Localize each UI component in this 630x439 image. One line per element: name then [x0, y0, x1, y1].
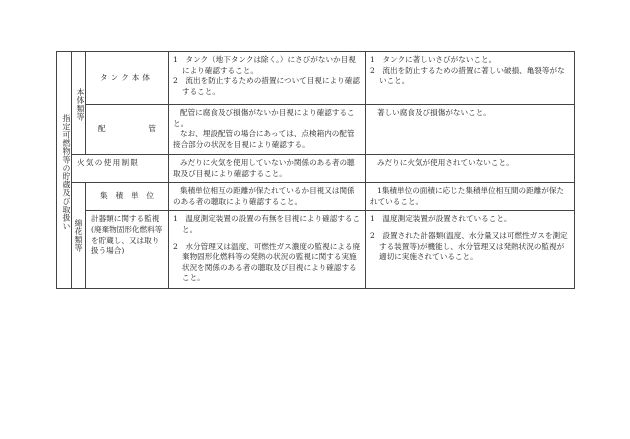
table-row-pipe: [57, 105, 575, 155]
table-row-tank: [57, 52, 575, 105]
criteria-fire: みだりに火気が使用されていないこと。: [366, 155, 575, 183]
criteria-unit: 1集積単位の面積に応じた集積単位相互間の距離が保たれていること。: [366, 183, 575, 211]
criteria-tank: 1 タンクに著しいさびがないこと。 2 流出を防止するための措置に著しい破損、亀裂等がないこと。: [366, 52, 575, 105]
group-label-body: 本体類等: [72, 52, 86, 155]
method-unit: 集積単位相互の距離が保たれているか目視又は関係のある者の聴取により確認すること。: [169, 183, 366, 211]
method-pipe: 配管に腐食及び損傷がないか目視により確認すること。 なお、埋設配管の場合にあっては、点検箱内の配管接合部分の状況を目視により確認する。: [169, 105, 366, 155]
item-monitor: 計器類に関する監視 (廃棄物固形化燃料等を貯蔵し、又は取り扱う場合): [86, 211, 169, 289]
criteria-monitor: 1 温度測定装置が設置されていること。 2 設置された計器類(温度、水分量又は可燃性ガスを測定する装置等)が機能し、水分管理又は発熱状況の監視が適切に実施されていること。: [366, 211, 575, 289]
category-label: 指定可燃物等の貯蔵及び取扱い: [57, 52, 72, 289]
item-tank: タ ン ク 本 体: [86, 52, 169, 105]
method-monitor: 1 温度測定装置の設置の有無を目視により確認すること。 2 水分管理又は温度、可燃性ガス濃度の監視による廃棄物固形化燃料等の発熱の状況の監視に関する実施状況を関係のある者の聴取及び目視により確認すること。: [169, 211, 366, 289]
criteria-pipe: 著しい腐食及び損傷がないこと。: [366, 105, 575, 155]
item-unit: 集 積 単 位: [86, 183, 169, 211]
method-fire: みだりに火気を使用していないか関係のある者の聴取及び目視により確認すること。: [169, 155, 366, 183]
table-row-monitor: [57, 211, 575, 289]
group-label-cotton: 綿花類等: [72, 183, 86, 289]
table-row-unit: [57, 183, 575, 211]
table-row-fire: [57, 155, 575, 183]
item-pipe: 配 管: [86, 105, 169, 155]
item-fire: 火気の使用制限: [72, 155, 169, 183]
method-tank: 1 タンク（地下タンクは除く。）にさびがないか目視により確認すること。 2 流出を防止するための措置について目視により確認すること。: [169, 52, 366, 105]
inspection-table: [56, 51, 575, 289]
